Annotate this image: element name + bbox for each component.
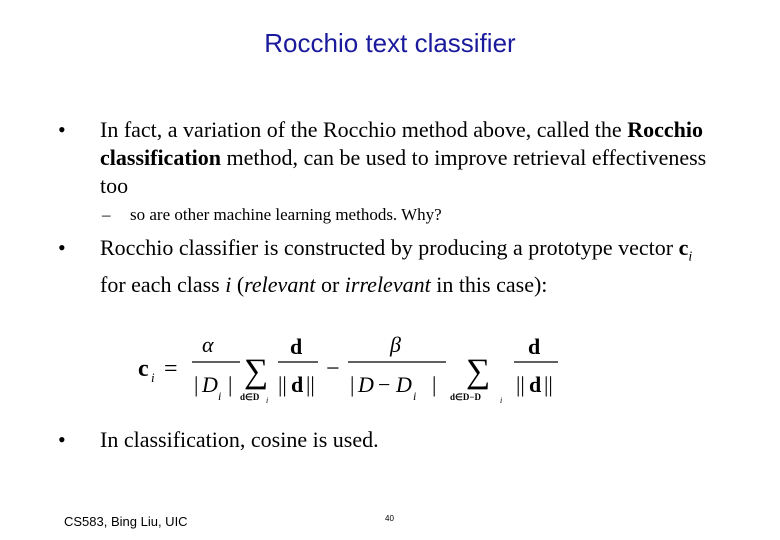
formula-minus: − [326, 356, 340, 382]
bullet-segment: i [225, 272, 232, 298]
formula-d-den-2: d [529, 372, 542, 397]
formula-d-den-1: d [291, 372, 304, 397]
formula-abs-right-2: | [432, 372, 437, 397]
bullet-marker: • [58, 235, 66, 260]
formula-D-sub: i [218, 389, 222, 403]
formula-abs-left: | [194, 372, 199, 397]
bullet-segment: Rocchio classifier is constructed by producing a prototype vector [100, 235, 679, 260]
formula-beta: β [390, 332, 401, 357]
formula-D: D [202, 372, 218, 397]
footer-text: CS583, Bing Liu, UIC [64, 514, 188, 529]
formula-sum-2-sub-i: i [500, 396, 503, 405]
bullet-segment: c [678, 235, 689, 260]
formula-sum-1-sub: d∈D [240, 392, 260, 402]
slide-title: Rocchio text classifier [264, 28, 516, 58]
bullet-segment: or [315, 272, 345, 298]
formula-norm-left-1: || [278, 372, 287, 397]
bullet-marker: • [58, 117, 66, 142]
bullet-segment: i [688, 249, 693, 265]
formula-d-num-2: d [528, 334, 541, 359]
bullet-text [100, 426, 720, 454]
formula-sum-2-sub: d∈D−D [450, 392, 481, 402]
bullet-segment: In fact, a variation of the Rocchio method above, called the [100, 117, 628, 142]
formula-abs-right: | [228, 372, 233, 397]
formula-equals: = [164, 356, 178, 382]
formula-d-num-1: d [290, 334, 303, 359]
rocchio-formula [136, 330, 576, 410]
formula-minus-inner: − [378, 372, 391, 397]
page-number: 40 [385, 514, 394, 523]
formula-norm-right-2: || [544, 372, 553, 397]
bullet-segment: Rocchio classification [100, 117, 703, 170]
bullet-text [100, 116, 720, 200]
bullet-segment: ( [231, 272, 245, 298]
bullet-segment: for each class [100, 272, 226, 298]
formula-alpha: α [202, 332, 214, 357]
bullet-segment: relevant [244, 272, 316, 298]
sub-bullet-text: so are other machine learning methods. Why? [130, 205, 442, 224]
bullet-segment: in this case): [430, 272, 548, 298]
formula-abs-left-2: | [350, 372, 355, 397]
formula-norm-left-2: || [516, 372, 525, 397]
formula-D-3-sub: i [413, 389, 417, 403]
formula-D-3: D [396, 372, 412, 397]
bullet-segment: irrelevant [344, 272, 431, 298]
bullet-segment: method, can be used to improve retrieval effectiveness too [100, 145, 707, 198]
formula-norm-right-1: || [306, 372, 315, 397]
formula-c-sub: i [151, 370, 155, 385]
formula-sum-1: ∑ [244, 353, 269, 390]
bullet-text [100, 234, 720, 299]
formula-D-2: D [358, 372, 374, 397]
sub-bullet-marker: – [102, 205, 111, 224]
bullet-marker: • [58, 427, 66, 452]
bullet-segment: In classification, cosine is used. [100, 427, 379, 452]
formula-c: c [138, 356, 149, 382]
formula-sum-1-sub-i: i [266, 396, 269, 405]
formula-sum-2: ∑ [466, 353, 491, 390]
